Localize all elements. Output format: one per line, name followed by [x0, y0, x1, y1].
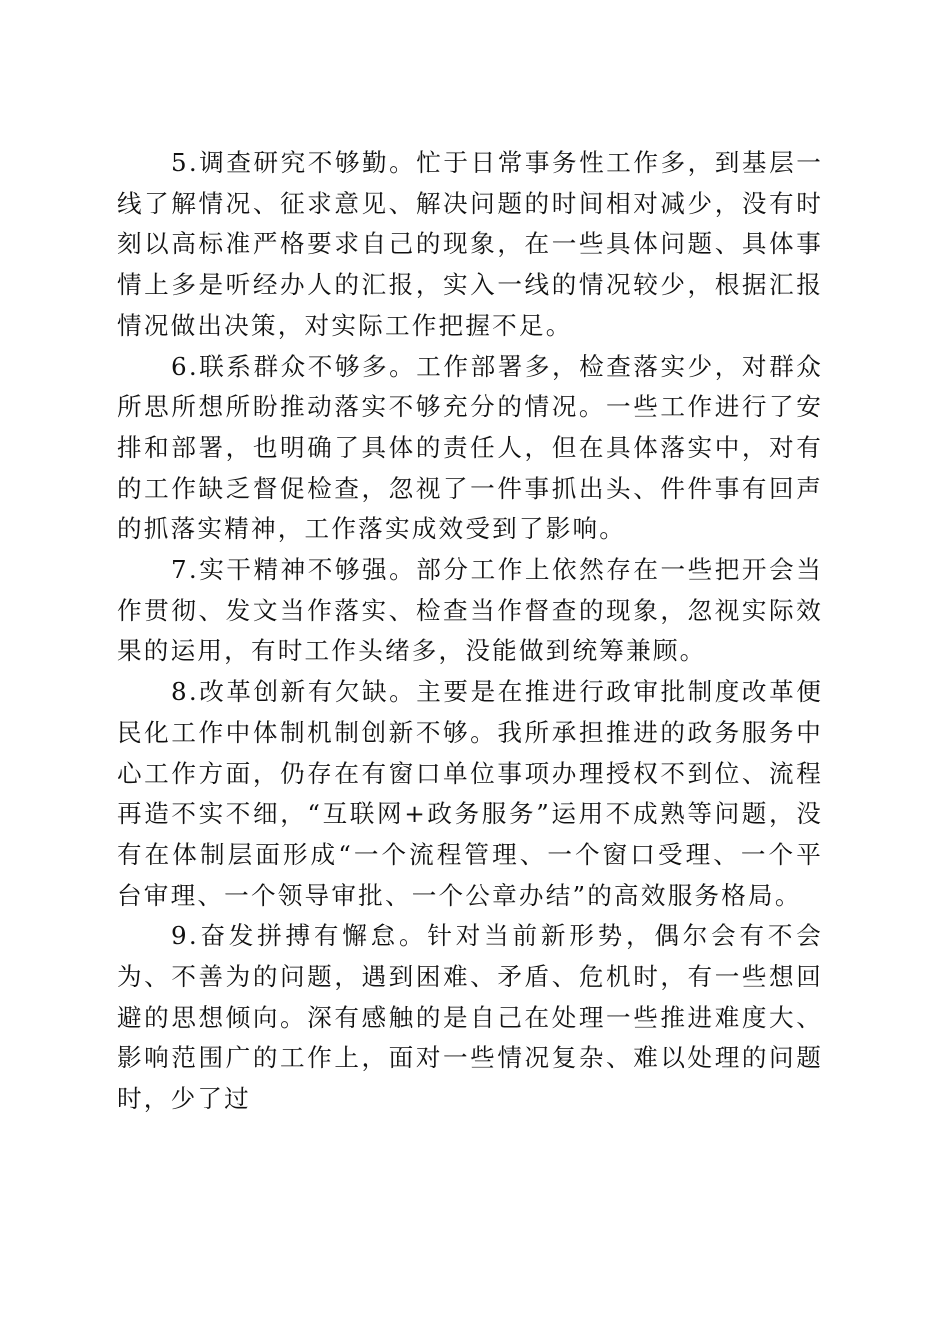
paragraph-item-6: 6.联系群众不够多。工作部署多，检查落实少，对群众所思所想所盼推动落实不够充分的情况。一些工作进行了安排和部署，也明确了具体的责任人，但在具体落实中，对有的工作缺乏督促检查，忽视了一件事抓出头、件件事有回声的抓落实精神，工作落实成效受到了影响。	[117, 351, 823, 544]
paragraph-item-5: 5.调查研究不够勤。忙于日常事务性工作多，到基层一线了解情况、征求意见、解决问题的时间相对减少，没有时刻以高标准严格要求自己的现象，在一些具体问题、具体事情上多是听经办人的汇报，实入一线的情况较少，根据汇报情况做出决策，对实际工作把握不足。	[117, 148, 823, 340]
document-body	[117, 143, 823, 1120]
paragraph-item-7: 7.实干精神不够强。部分工作上依然存在一些把开会当作贯彻、发文当作落实、检查当作督查的现象，忽视实际效果的运用，有时工作头绪多，没能做到统筹兼顾。	[117, 555, 823, 666]
paragraph-item-9: 9.奋发拼搏有懈怠。针对当前新形势，偶尔会有不会为、不善为的问题，遇到困难、矛盾、危机时，有一些想回避的思想倾向。深有感触的是自己在处理一些推进难度大、影响范围广的工作上，面对一些情况复杂、难以处理的问题时，少了过	[117, 921, 823, 1114]
paragraph-item-8: 8.改革创新有欠缺。主要是在推进行政审批制度改革便民化工作中体制机制创新不够。我所承担推进的政务服务中心工作方面，仍存在有窗口单位事项办理授权不到位、流程再造不实不细，“互联网+政务服务”运用不成熟等问题，没有在体制层面形成“一个流程管理、一个窗口受理、一个平台审理、一个领导审批、一个公章办结”的高效服务格局。	[117, 677, 823, 910]
